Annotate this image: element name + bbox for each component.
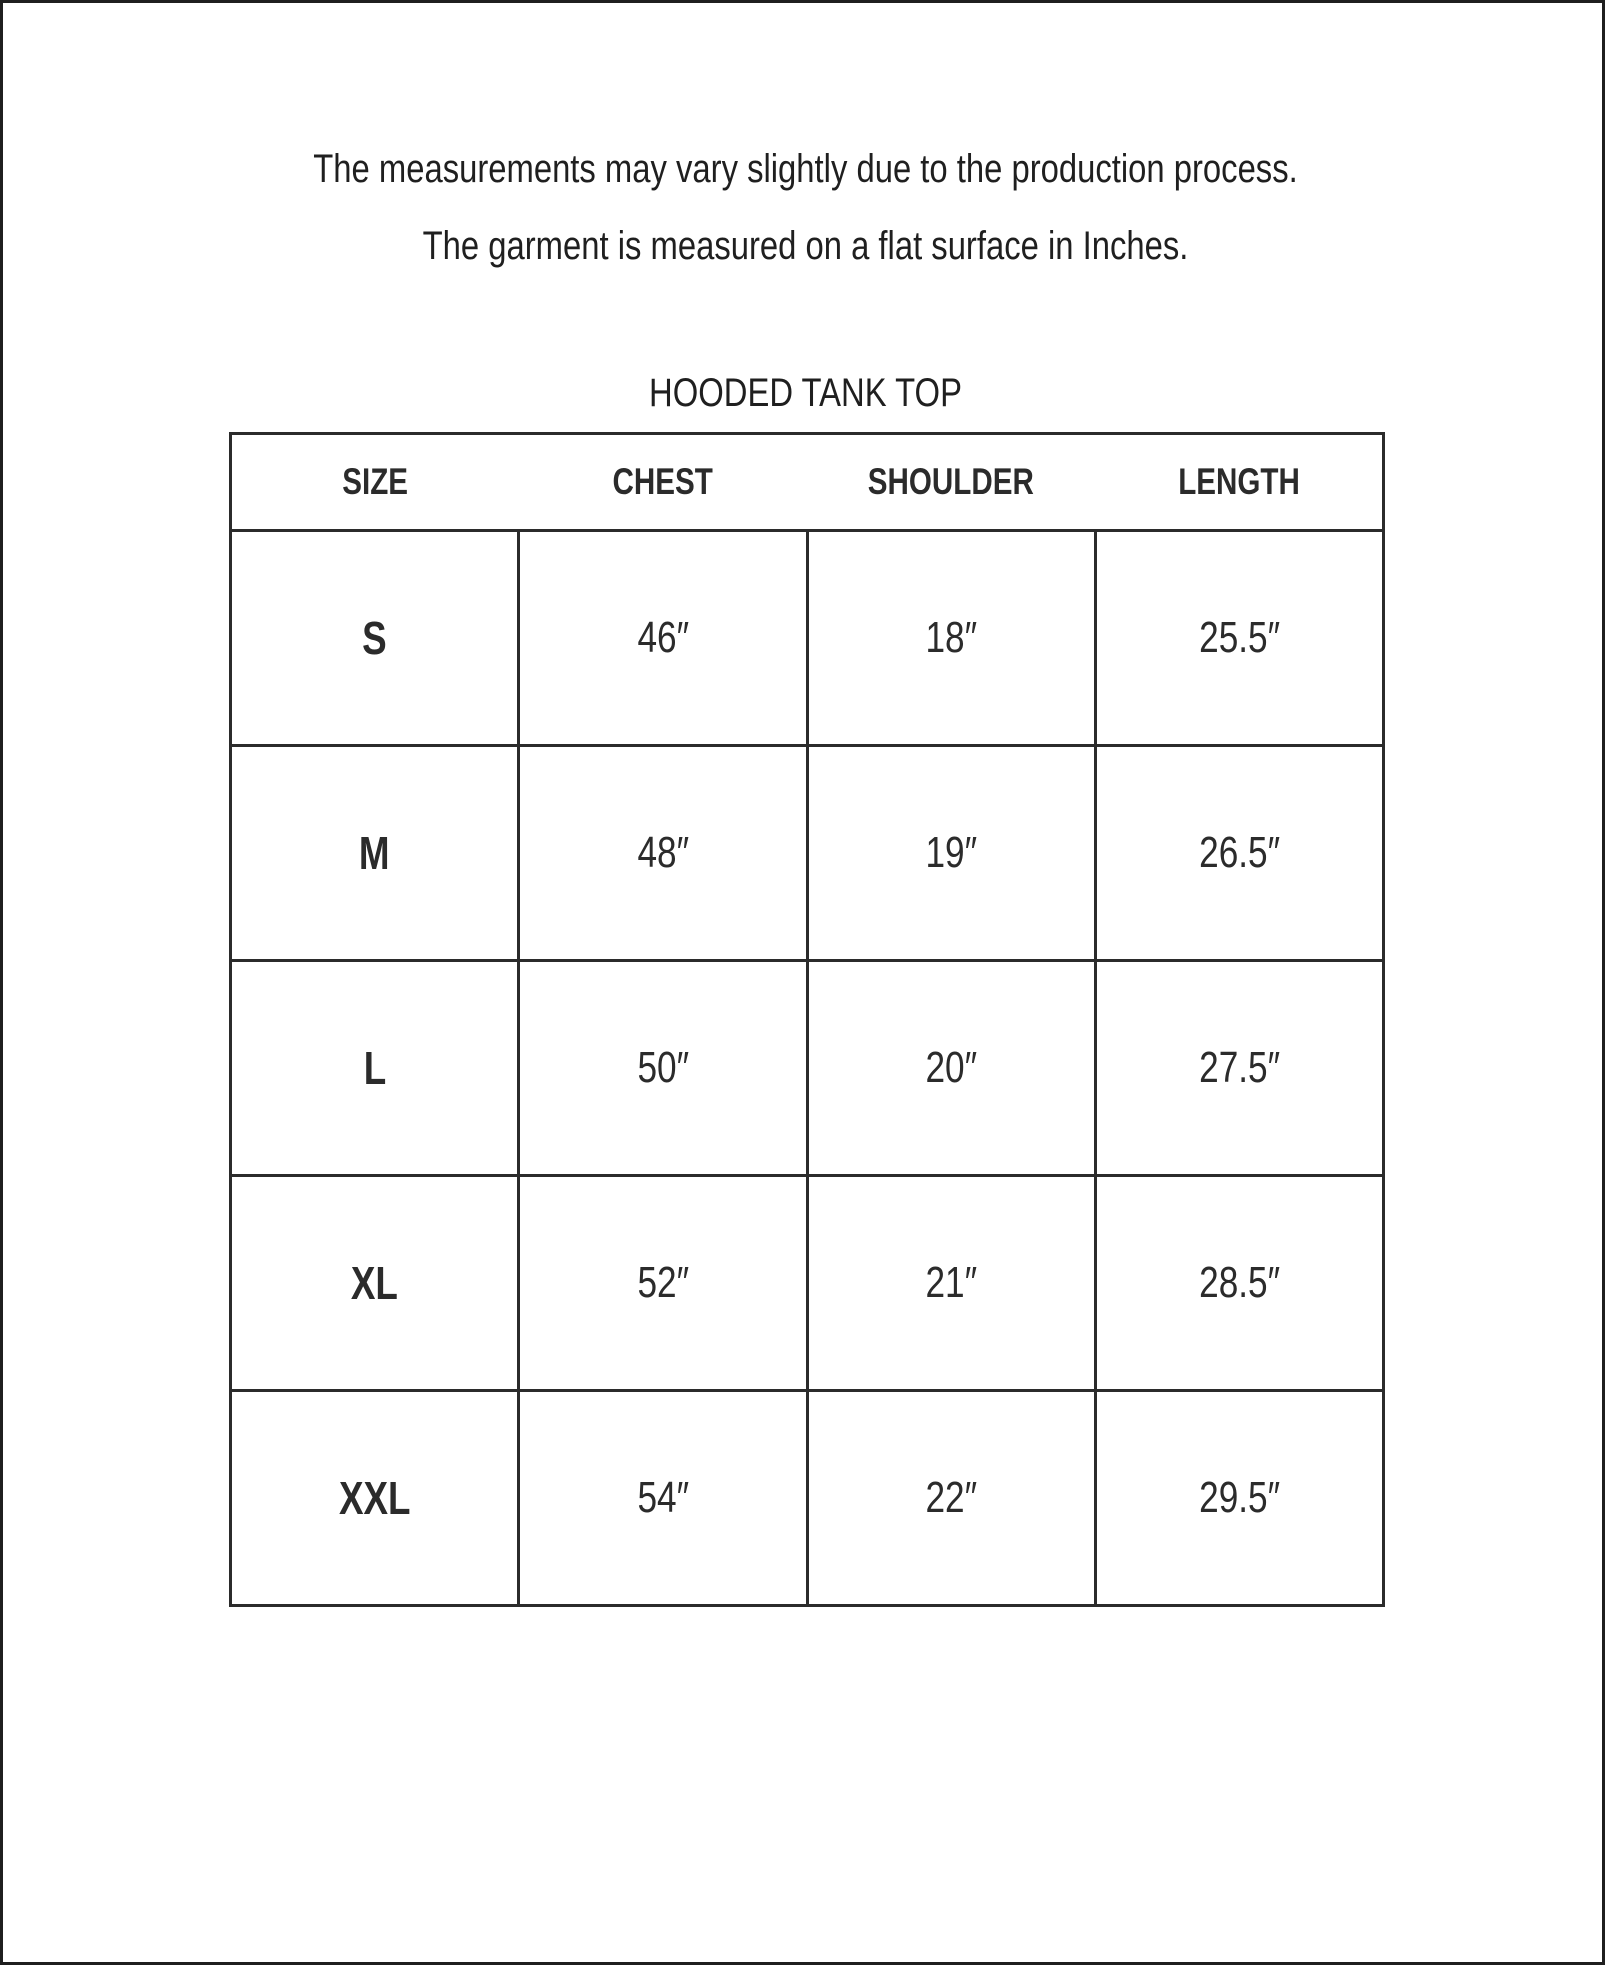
length-value: 29.5″: [1198, 1473, 1280, 1522]
chest-cell: [519, 961, 807, 1176]
size-value: S: [362, 612, 387, 664]
header-chest: [519, 434, 807, 531]
chest-value: 50″: [637, 1043, 689, 1092]
table-row: [231, 1391, 1384, 1606]
table-row: [231, 531, 1384, 746]
size-cell: [231, 961, 519, 1176]
shoulder-cell: [807, 531, 1095, 746]
header-length-label: LENGTH: [1177, 461, 1300, 502]
shoulder-cell: [807, 961, 1095, 1176]
header-chest-label: CHEST: [612, 461, 714, 502]
chest-cell: [519, 1391, 807, 1606]
shoulder-value: 20″: [925, 1043, 977, 1092]
size-cell: [231, 531, 519, 746]
chest-value: 54″: [637, 1473, 689, 1522]
shoulder-value: 18″: [925, 613, 977, 662]
length-cell: [1095, 531, 1383, 746]
header-length: [1095, 434, 1383, 531]
size-value: M: [359, 827, 390, 879]
header-shoulder-label: SHOULDER: [868, 461, 1035, 502]
size-cell: [231, 1391, 519, 1606]
shoulder-value: 21″: [925, 1258, 977, 1307]
table-title: HOODED TANK TOP: [649, 371, 962, 415]
table-row: [231, 961, 1384, 1176]
shoulder-value: 22″: [925, 1473, 977, 1522]
table-row: [231, 1176, 1384, 1391]
header-shoulder: [807, 434, 1095, 531]
length-cell: [1095, 746, 1383, 961]
length-cell: [1095, 961, 1383, 1176]
chest-cell: [519, 1176, 807, 1391]
shoulder-value: 19″: [925, 828, 977, 877]
length-value: 26.5″: [1198, 828, 1280, 877]
length-value: 25.5″: [1198, 613, 1280, 662]
length-cell: [1095, 1391, 1383, 1606]
size-value: XXL: [338, 1472, 411, 1524]
shoulder-cell: [807, 746, 1095, 961]
length-value: 28.5″: [1198, 1258, 1280, 1307]
header-size: [231, 434, 519, 531]
table-row: [231, 746, 1384, 961]
size-cell: [231, 1176, 519, 1391]
shoulder-cell: [807, 1391, 1095, 1606]
size-chart-table: [229, 432, 1385, 1607]
shoulder-cell: [807, 1176, 1095, 1391]
chest-value: 48″: [637, 828, 689, 877]
chest-cell: [519, 746, 807, 961]
size-value: XL: [351, 1257, 399, 1309]
size-cell: [231, 746, 519, 961]
chest-value: 46″: [637, 613, 689, 662]
length-cell: [1095, 1176, 1383, 1391]
table-header-row: [231, 434, 1384, 531]
chest-value: 52″: [637, 1258, 689, 1307]
header-size-label: SIZE: [342, 461, 409, 502]
size-value: L: [363, 1042, 386, 1094]
length-value: 27.5″: [1198, 1043, 1280, 1092]
measurement-method-note: The garment is measured on a flat surface in Inches.: [422, 224, 1189, 268]
chest-cell: [519, 531, 807, 746]
measurement-variance-note: The measurements may vary slightly due to the production process.: [313, 147, 1298, 191]
